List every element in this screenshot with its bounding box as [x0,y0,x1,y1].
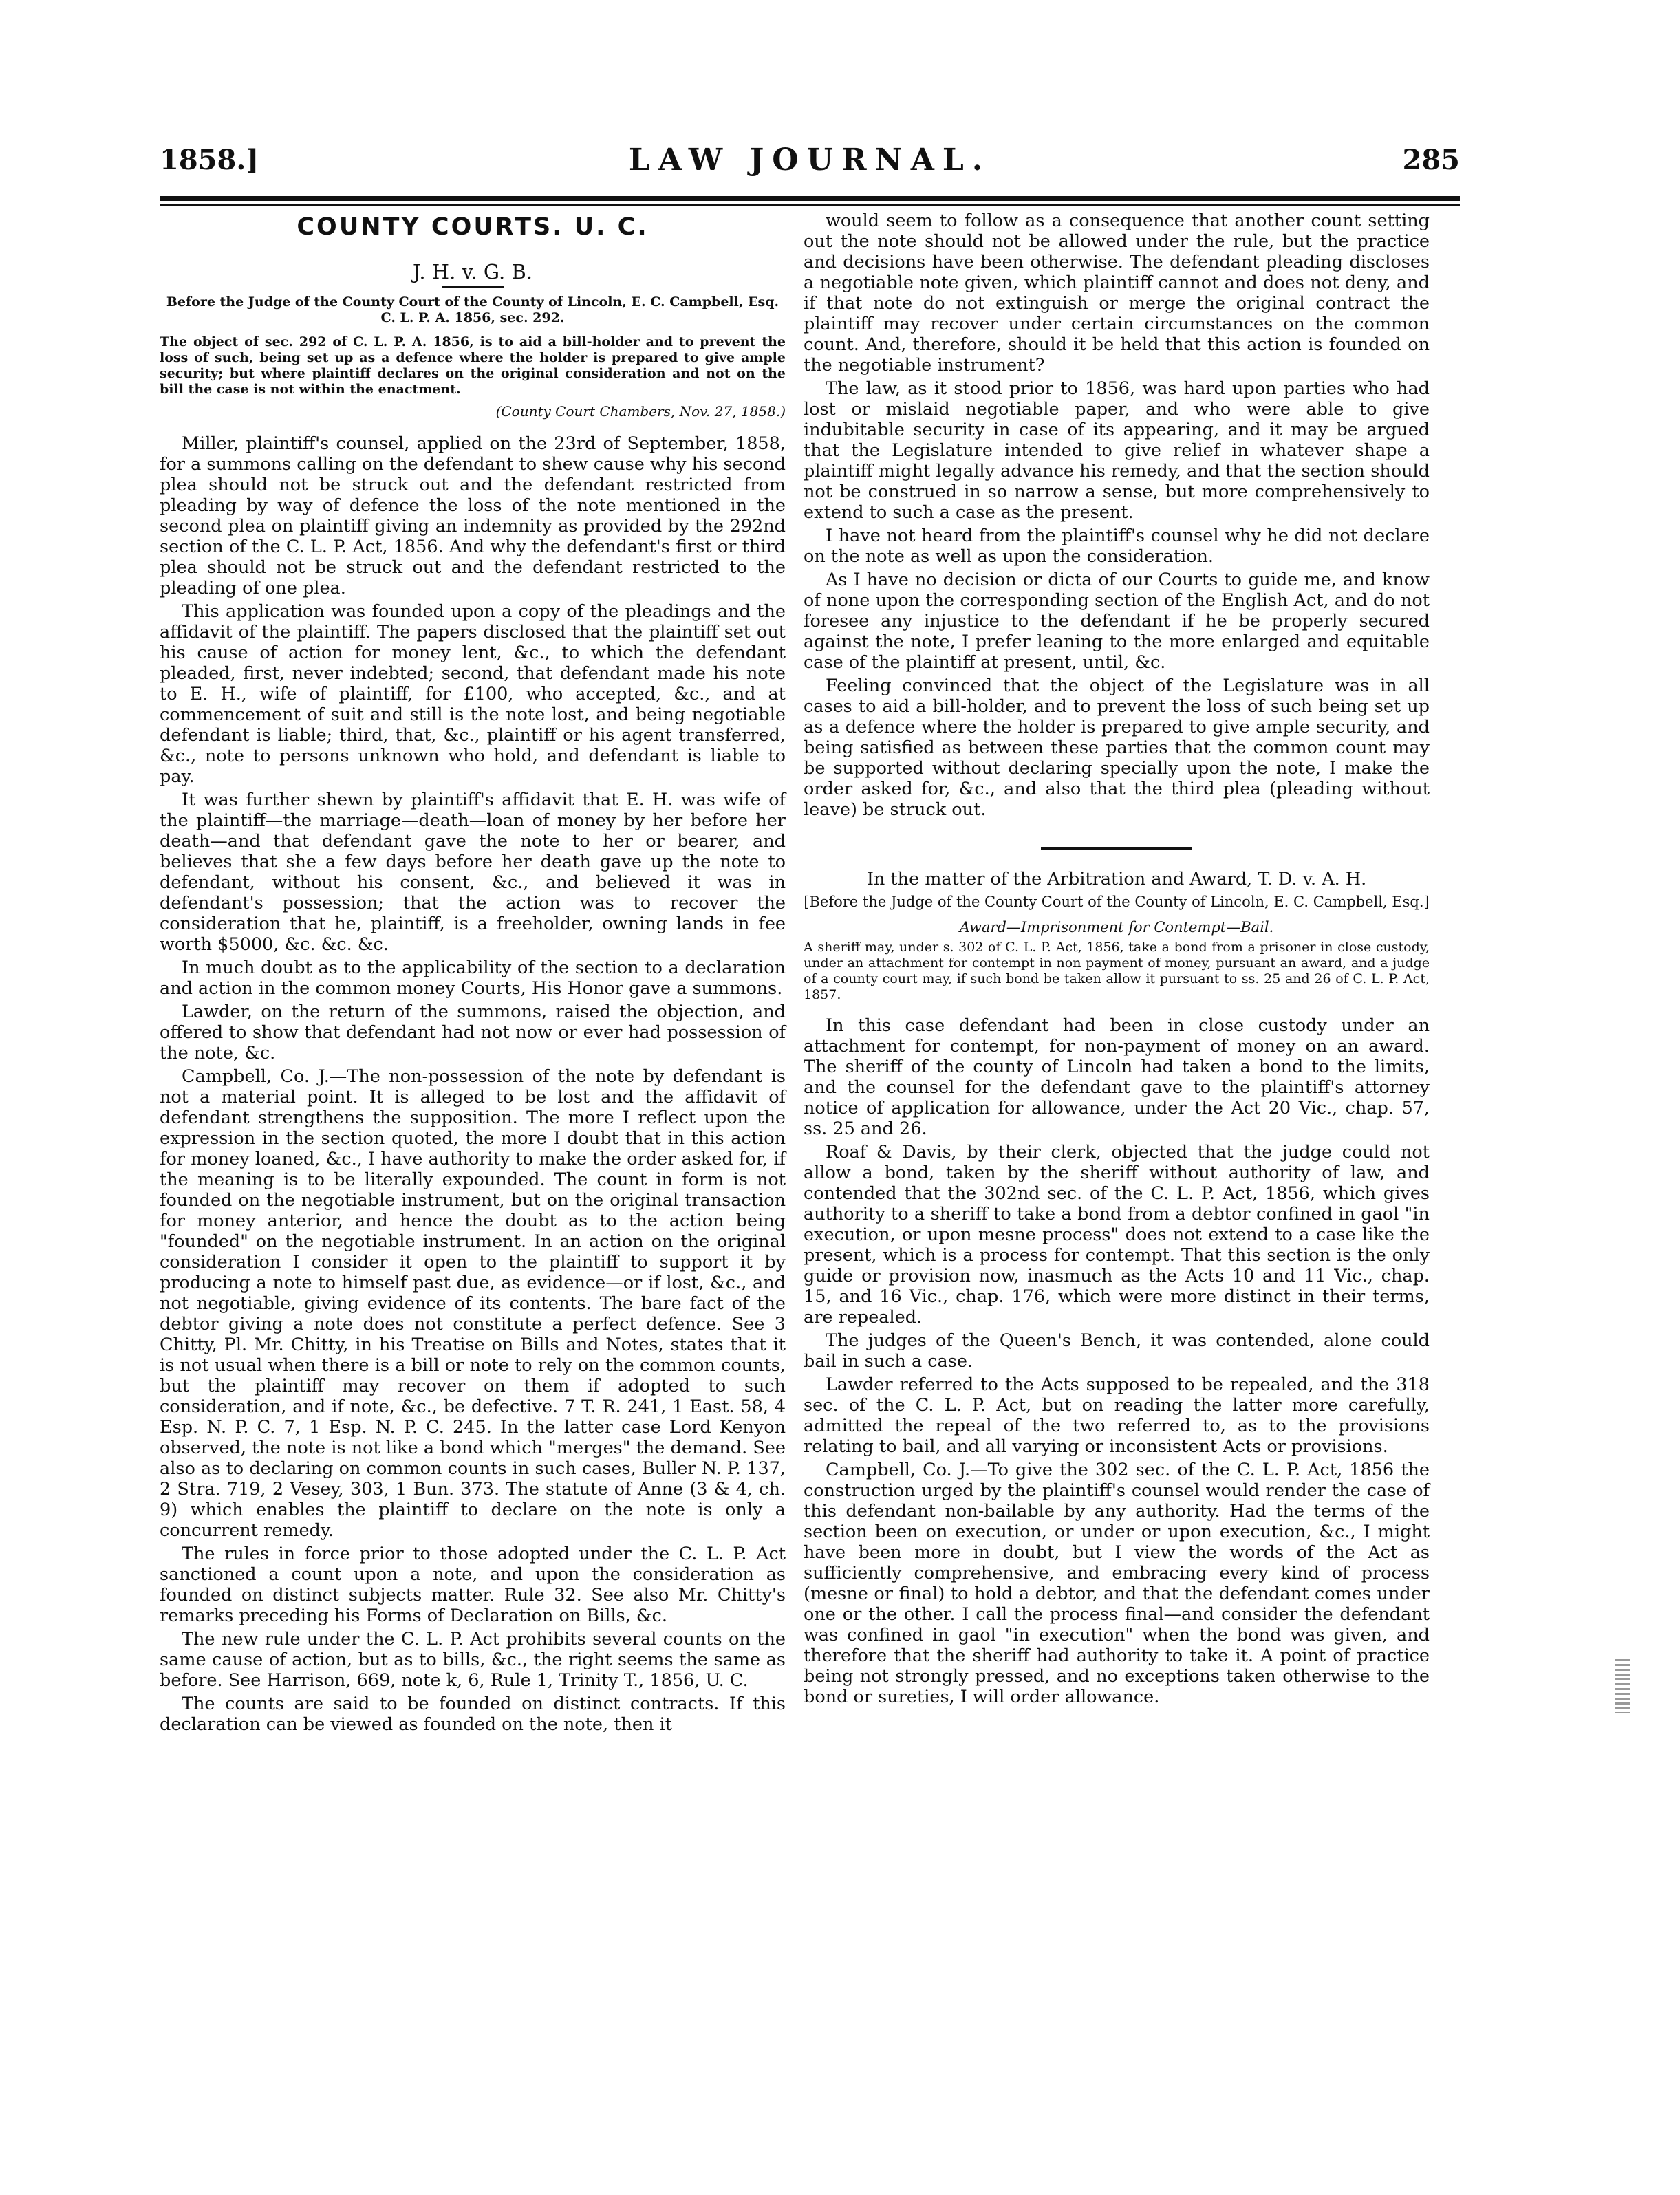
paragraph: The counts are said to be founded on distinct contracts. If this declaration can be viewed as founded on the note, then it [160,1694,786,1735]
paragraph: In much doubt as to the applicability of the section to a declaration and action in the common money Courts, His Honor gave a summons. [160,958,786,999]
header-rule-thin [160,204,1460,206]
paragraph: Lawder referred to the Acts supposed to be repealed, and the 318 sec. of the C. L. P. Act, but on reading the latter more carefully, admitted the repeal of the two referred to, as to the provisions relating to bail, and all varying or inconsistent Acts or provisions. [804,1374,1430,1457]
case-separator-rule [1041,847,1192,850]
paragraph: The new rule under the C. L. P. Act prohibits several counts on the same cause of action, but as to bills, &c., the right seems the same as before. See Harrison, 669, note k, 6, Rule 1, Trinity T., 1856, U. C. [160,1629,786,1691]
paragraph: The law, as it stood prior to 1856, was hard upon parties who had lost or mislaid negotiable paper, and who were able to give indubitable security in case of its appearing, and it may be argued that the Legislature intended to give relief in whatever shape a plaintiff might legally advance his remedy, and that the section should not be construed in so narrow a sense, but more comprehensively to extend to such a case as the present. [804,378,1430,523]
case2-title: In the matter of the Arbitration and Award, T. D. v. A. H. [866,869,1367,889]
paragraph: Campbell, Co. J.—The non-possession of the note by defendant is not a material point. It is alleged to be lost and the affidavit of defendant strengthens the supposition. The more I reflect upon the expression in the section quoted, the more I doubt that in this action for money loaned, &c., I have authority to make the order asked for, if the meaning is to be literally expounded. The count in form is not founded on the negotiable instrument, but on the original transaction for money anterior, and hence the doubt as to the action being "founded" on the negotiable instrument. In an action on the original consideration I consider it open to the plaintiff to support it by producing a note to himself past due, as evidence—or if lost, &c., and not negotiable, giving evidence of its contents. The bare fact of the debtor giving a note does not constitute a perfect defence. See 3 Chitty, Pl. Mr. Chitty, in his Treatise on Bills and Notes, states that it is not usual when there is a bill or note to rely on the common counts, but the plaintiff may recover on them if adopted to such consideration, and if note, &c., be defective. 7 T. R. 241, 1 East. 58, 4 Esp. N. P. C. 7, 1 Esp. N. P. C. 245. In the latter case Lord Kenyon observed, the note is not like a bond which "merges" the demand. See also as to declaring on common counts in such cases, Buller N. P. 137, 2 Stra. 719, 2 Vesey, 303, 1 Bun. 373. The statute of Anne (3 & 4, ch. 9) which enables the plaintiff to declare on the note is only a concurrent remedy. [160,1066,786,1541]
case2-headnote: A sheriff may, under s. 302 of C. L. P. Act, 1856, take a bond from a prisoner in close custody, under an attachment for contempt in non payment of money, pursuant an award, and a judge of a county court may, if such bond be taken allow it pursuant to ss. 25 and 26 of C. L. P. Act, 1857. [804,940,1430,1002]
section-title: COUNTY COURTS. U. C. [297,213,649,241]
right-column [804,210,1430,1710]
running-header [160,141,1460,189]
paragraph: As I have no decision or dicta of our Courts to guide me, and know of none upon the corresponding section of the English Act, and do not foresee any injustice to the defendant if he be properly secured against the note, I prefer leaning to the more enlarged and equitable case of the plaintiff at present, until, &c. [804,570,1430,673]
case-name-rule [442,286,504,288]
paragraph: Campbell, Co. J.—To give the 302 sec. of the C. L. P. Act, 1856 the construction urged by the plaintiff's counsel would render the case of this defendant non-bailable by any authority. Had the terms of the section been on execution, or under or upon execution, &c., I might have been more in doubt, but I view the words of the Act as sufficiently comprehensive, and embracing every kind of process (mesne or final) to hold a debtor, and that the defendant comes under one or the other. I call the process final—and consider the defendant was confined in gaol "in execution" when the bond was given, and therefore that the sheriff had authority to take it. A point of practice being not strongly pressed, and no exceptions taken otherwise to the bond or sureties, I will order allowance. [804,1460,1430,1707]
paragraph: Feeling convinced that the object of the Legislature was in all cases to aid a bill-holder, and to prevent the loss of such being set up as a defence where the holder is prepared to give ample security, and being satisfied as between these parties that the common count may be supported without declaring specially upon the note, I make the order asked for, &c., and also that the third plea (pleading without leave) be struck out. [804,675,1430,820]
paragraph: This application was founded upon a copy of the pleadings and the affidavit of the plaintiff. The papers disclosed that the plaintiff set out his cause of action for money lent, &c., to which the defendant pleaded, first, never indebted; second, that defendant made his note to E. H., wife of plaintiff, for £100, who accepted, &c., and at commencement of suit and still is the note lost, and being negotiable defendant is liable; third, that, &c., plaintiff or his agent transferred, &c., note to persons unknown who hold, and defendant is liable to pay. [160,601,786,787]
page-number: 285 [1402,144,1460,176]
case2-court: [Before the Judge of the County Court of the County of Lincoln, E. C. Campbell, Esq.] [804,894,1430,910]
paragraph: The rules in force prior to those adopted under the C. L. P. Act sanctioned a count upon a note, and upon the consideration as founded on distinct subjects matter. Rule 32. See also Mr. Chitty's remarks preceding his Forms of Declaration on Bills, &c. [160,1544,786,1626]
paragraph: I have not heard from the plaintiff's counsel why he did not declare on the note as well as upon the consideration. [804,526,1430,567]
margin-scan-mark [1615,1659,1630,1713]
left-column [160,210,786,1738]
paragraph: Lawder, on the return of the summons, raised the objection, and offered to show that defendant had not now or ever had possession of the note, &c. [160,1002,786,1063]
headnote: The object of sec. 292 of C. L. P. A. 1856, is to aid a bill-holder and to prevent the loss of such, being set up as a defence where the holder is prepared to give ample security; but where plaintiff declares on the original consideration and not on the bill the case is not within the enactment. [160,334,786,397]
paragraph: Roaf & Davis, by their clerk, objected that the judge could not allow a bond, taken by the sheriff without authority of law, and contended that the 302nd sec. of the C. L. P. Act, 1856, which gives authority to a sheriff to take a bond from a debtor confined in gaol "in execution, or upon mesne process" does not extend to a case like the present, which is a process for contempt. That this section is the only guide or provision now, inasmuch as the Acts 10 and 11 Vic., chap. 15, and 16 Vic., chap. 176, which were more distinct in their terms, are repealed. [804,1142,1430,1328]
paragraph: In this case defendant had been in close custody under an attachment for contempt, for non-payment of money on an award. The sheriff of the county of Lincoln had taken a bond to the limits, and the counsel for the defendant gave to the plaintiff's attorney notice of application for allowance, under the Act 20 Vic., chap. 57, ss. 25 and 26. [804,1015,1430,1139]
paragraph: Miller, plaintiff's counsel, applied on the 23rd of September, 1858, for a summons calling on the defendant to shew cause why his second plea should not be struck out and the defendant restricted from pleading by way of defence the loss of the note mentioned in the second plea on plaintiff giving an indemnity as provided by the 292nd section of the C. L. P. Act, 1856. And why the defendant's first or third plea should not be struck out and the defendant restricted to the pleading of one plea. [160,433,786,598]
header-year: 1858.] [160,144,259,176]
dateline: (County Court Chambers, Nov. 27, 1858.) [495,403,786,420]
paragraph: It was further shewn by plaintiff's affidavit that E. H. was wife of the plaintiff—the marriage—death—loan of money by her before her death—and that defendant gave the note to her or bearer, and believes that she a few days before her death gave up the note to defendant, without his consent, &c., and believed it was in defendant's possession; that the action was to recover the consideration that he, plaintiff, is a freeholder, owning lands in fee worth $5000, &c. &c. &c. [160,790,786,955]
case-name: J. H. v. G. B. [412,260,532,283]
paragraph: The judges of the Queen's Bench, it was contended, alone could bail in such a case. [804,1330,1430,1372]
journal-title: LAW JOURNAL. [628,142,991,177]
court-line: Before the Judge of the County Court of the County of Lincoln, E. C. Campbell, Esq. C. L. P. A. 1856, sec. 292. [166,294,779,325]
header-rule-thick [160,196,1460,201]
case2-subtitle: Award—Imprisonment for Contempt—Bail. [959,919,1274,936]
paragraph: would seem to follow as a consequence that another count setting out the note should not be allowed under the rule, but the practice and decisions have been otherwise. The defendant pleading discloses a negotiable note given, which plaintiff cannot and does not deny, and if that note do not extinguish or merge the original contract the plaintiff may recover under certain circumstances on the common count. And, therefore, should it be held that this action is founded on the negotiable instrument? [804,210,1430,376]
